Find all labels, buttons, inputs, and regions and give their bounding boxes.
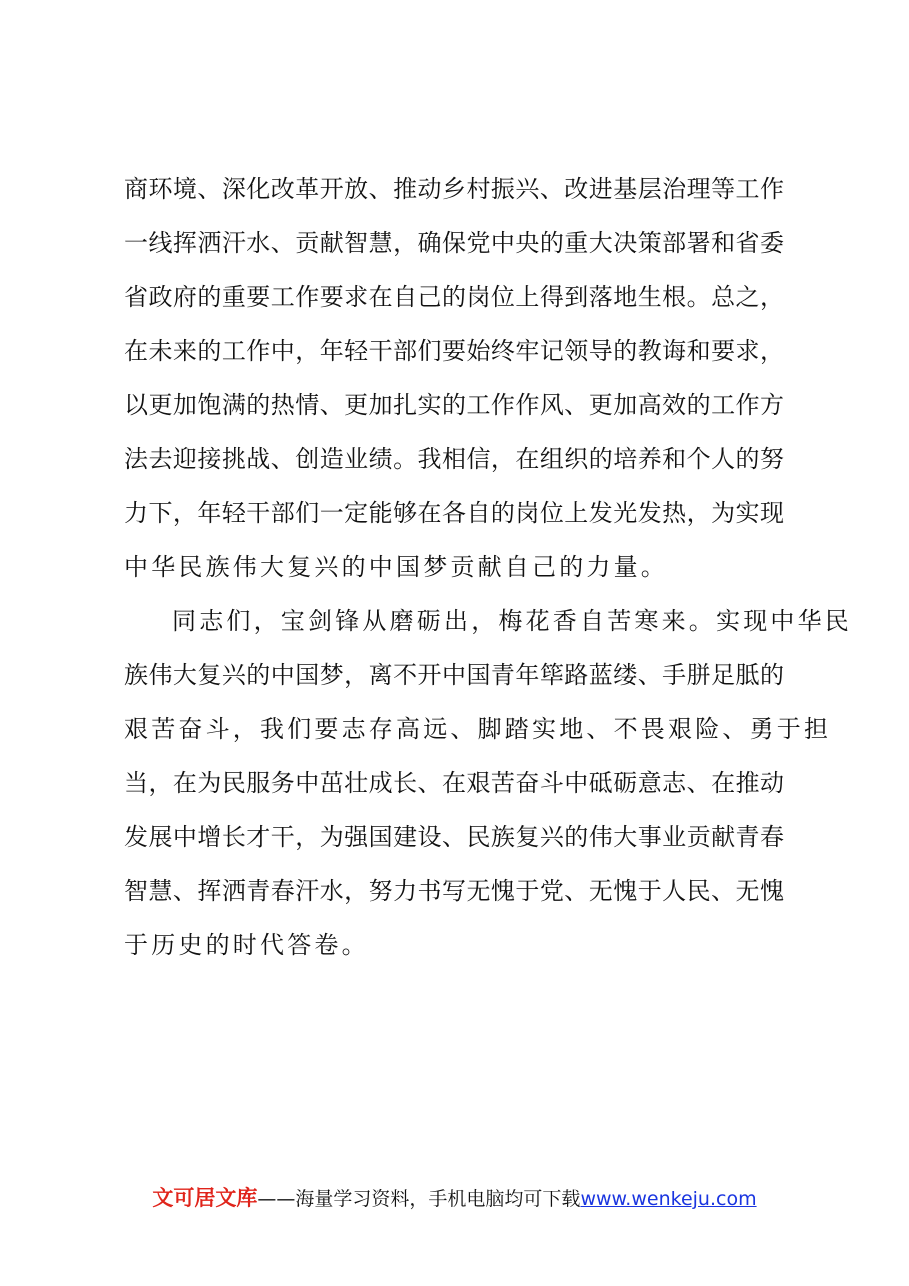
text-line: 于历史的时代答卷。 — [124, 931, 369, 959]
text-line: 省政府的重要工作要求在自己的岗位上得到落地生根。总之， — [124, 283, 784, 311]
text-line: 法去迎接挑战、创造业绩。我相信，在组织的培养和个人的努 — [124, 445, 784, 473]
text-line: 智慧、挥洒青春汗水，努力书写无愧于党、无愧于人民、无愧 — [124, 877, 784, 905]
text-line: 在未来的工作中，年轻干部们要始终牢记领导的教诲和要求， — [124, 337, 784, 365]
text-line: 一线挥洒汗水、贡献智慧，确保党中央的重大决策部署和省委 — [124, 229, 784, 257]
body-text — [124, 162, 852, 972]
text-line: 中华民族伟大复兴的中国梦贡献自己的力量。 — [124, 553, 668, 581]
text-line: 发展中增长才干，为强国建设、民族复兴的伟大事业贡献青春 — [124, 823, 784, 851]
text-line: 商环境、深化改革开放、推动乡村振兴、改进基层治理等工作 — [124, 175, 784, 203]
text-line: 族伟大复兴的中国梦，离不开中国青年筚路蓝缕、手胼足胝的 — [124, 661, 784, 689]
text-line: 艰苦奋斗，我们要志存高远、脚踏实地、不畏艰险、勇于担 — [124, 715, 832, 743]
text-line: 以更加饱满的热情、更加扎实的工作作风、更加高效的工作方 — [124, 391, 784, 419]
page-footer — [0, 1182, 909, 1212]
website-link[interactable]: www.wenkeju.com — [580, 1188, 757, 1210]
text-line: 力下，年轻干部们一定能够在各自的岗位上发光发热，为实现 — [124, 499, 784, 527]
text-line: 当，在为民服务中茁壮成长、在艰苦奋斗中砥砺意志、在推动 — [124, 769, 784, 797]
footer-tagline: ——海量学习资料，手机电脑均可下载 — [257, 1188, 581, 1210]
paragraph-first-line: 同志们，宝剑锋从磨砺出，梅花香自苦寒来。实现中华民 — [172, 607, 852, 635]
brand-name: 文可居文库 — [152, 1186, 258, 1210]
